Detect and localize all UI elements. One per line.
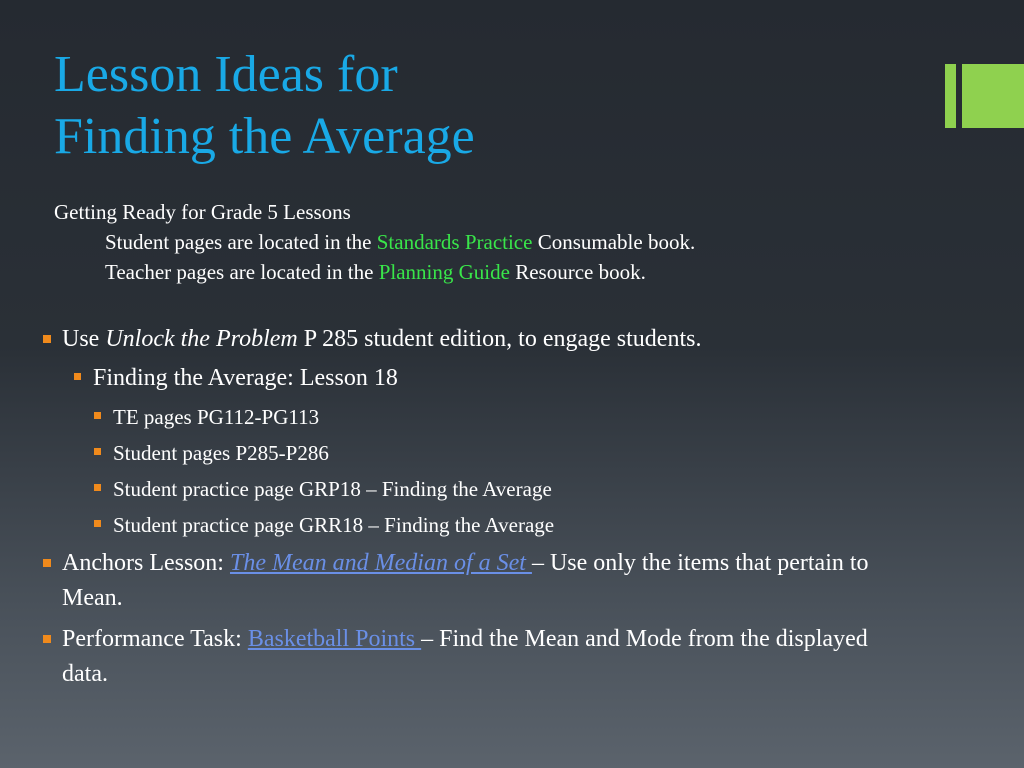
bullet-finding-the-average-lesson: [42, 361, 902, 396]
decorative-bar-narrow: [945, 64, 956, 128]
bullet-marker: [74, 373, 81, 380]
bullet-performance-task: [42, 622, 902, 692]
subtitle-line-1: Getting Ready for Grade 5 Lessons: [54, 200, 351, 224]
anchors-lesson-post: – Use only the items that pertain to Mean.: [62, 550, 869, 611]
bullet-marker: [43, 335, 51, 343]
bullet-1-sub-label: Finding the Average: Lesson 18: [93, 365, 398, 391]
subtitle-line-2: [54, 227, 695, 257]
list-item: [42, 474, 902, 504]
bullet-marker: [94, 412, 101, 419]
subtitle-line-3-pre: Teacher pages are located in the: [105, 260, 379, 284]
grp18-text: Student practice page GRP18 – Finding the Average: [113, 477, 552, 501]
bullet-marker: [94, 484, 101, 491]
student-pages-text: Student pages P285-P286: [113, 441, 329, 465]
performance-task-label: Performance Task:: [62, 626, 248, 652]
bullet-anchors-lesson: [42, 546, 902, 616]
bullet-1-post: P 285 student edition, to engage students.: [297, 326, 702, 352]
basketball-points-link[interactable]: Basketball Points: [247, 626, 422, 652]
subtitle-line-2-pre: Student pages are located in the: [105, 230, 377, 254]
title-line-1: Lesson Ideas for: [54, 46, 398, 103]
planning-guide-text: Planning Guide: [378, 260, 510, 284]
slide-title: [54, 44, 475, 168]
title-line-2: Finding the Average: [54, 108, 475, 165]
subtitle-block: [54, 197, 695, 287]
unlock-the-problem-text: Unlock the Problem: [105, 326, 298, 352]
bullet-unlock-the-problem: [42, 322, 902, 357]
bullet-1-pre: Use: [62, 326, 106, 352]
subtitle-line-3-post: Resource book.: [509, 260, 646, 284]
list-item: [42, 402, 902, 432]
list-item: [42, 438, 902, 468]
bullet-marker: [43, 635, 51, 643]
subtitle-line-2-post: Consumable book.: [532, 230, 696, 254]
performance-task-post: – Find the Mean and Mode from the displayed data.: [62, 626, 868, 687]
bullet-marker: [43, 559, 51, 567]
te-pages-text: TE pages PG112-PG113: [113, 405, 320, 429]
bullet-marker: [94, 448, 101, 455]
anchors-lesson-label: Anchors Lesson:: [62, 550, 230, 576]
standards-practice-text: Standards Practice: [376, 230, 533, 254]
list-item: [42, 510, 902, 540]
bullet-marker: [94, 520, 101, 527]
bullet-list: [42, 322, 902, 692]
grr18-text: Student practice page GRR18 – Finding the Average: [113, 513, 555, 537]
subtitle-line-3: [54, 257, 695, 287]
mean-median-link[interactable]: The Mean and Median of a Set: [229, 550, 532, 576]
decorative-bar-wide: [962, 64, 1024, 128]
